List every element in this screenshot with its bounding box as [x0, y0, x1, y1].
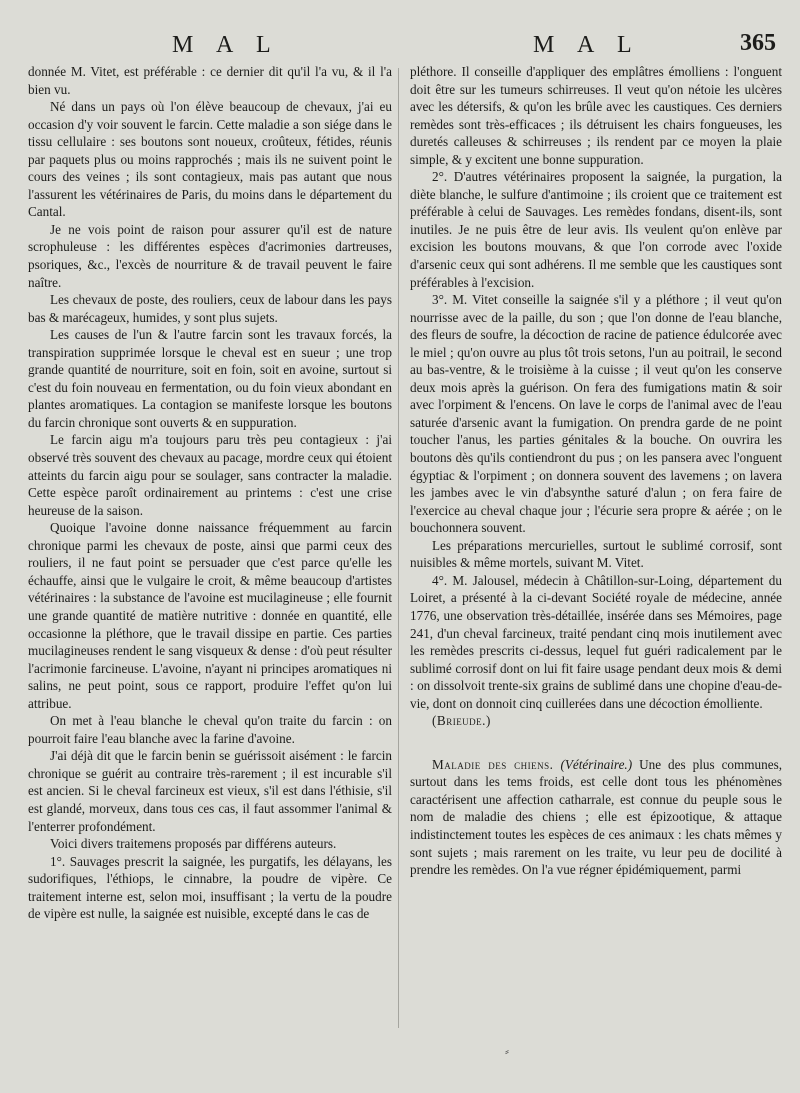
paragraph: Le farcin aigu m'a toujours paru très peu contagieux : j'ai observé très souvent des chevaux au pacage, mordre ceux qui étoient atteints du farcin aigu pour se soulager, sans contracter la maladie. Cette espèce paroît ordinairement au printems : c'est une crise heureuse de la saison.: [28, 432, 392, 518]
paragraph: Né dans un pays où l'on élève beaucoup de chevaux, j'ai eu occasion d'y voir souvent le farcin. Cette maladie a son siége dans le tissu cellulaire : ses boutons sont noueux, croûteux, fétides, réunis par paquets plus ou moins rapprochés ; mais ils ne suivent point le cours des veines ; ils sont contagieux, mais pas autant que nous l'assurent les vétérinaires de Paris, du moins dans le département du Cantal.: [28, 99, 392, 220]
paragraph: 4°. M. Jalousel, médecin à Châtillon-sur-Loing, département du Loiret, a présenté à la ci-devant Société royale de médecine, année 1776, une observation très-détaillée, insérée dans ses Mémoires, page 241, d'un cheval farcineux, traité pendant cinq mois inutilement avec les remèdes prescrits ci-dessus, lequel fut guéri radicalement par le sublimé corrosif dont on lui fit faire usage pendant deux mois & demi : on dissolvoit trente-six grains de sublimé dans une chopine d'eau-de-vie, dont on donnoit cinq cuillerées dans une décoction émolliente.: [410, 572, 782, 711]
left-column: [28, 63, 392, 923]
paragraph: Je ne vois point de raison pour assurer qu'il est de nature scrophuleuse : les différentes espèces d'acrimonies dartreuses, psoriques, &c., l'excès de nourriture & de travail peuvent le faire naître.: [28, 221, 392, 290]
right-column: [410, 63, 782, 879]
column-divider: [398, 68, 399, 1028]
paragraph: Les causes de l'un & l'autre farcin sont les travaux forcés, la transpiration supprimée lorsque le cheval est en sueur ; une trop grande quantité de nourriture, soit en foin, soit en avoine, surtout si c'est du foin nouveau en fermentation, ou du foin vieux abondant en plantes aromatiques. La contagion se manifeste lorsque les boutons du farcin chronique sont ouverts & en suppuration.: [28, 327, 392, 430]
paragraph: pléthore. Il conseille d'appliquer des emplâtres émolliens : l'onguent doit être sur les tumeurs schirreuses. Il veut qu'on nétoie les ulcères avec les détersifs, & qu'on les brûle avec les caustiques. Ces derniers remèdes sont très-efficaces ; ils détruisent les chairs fongueuses, les duretés calleuses & schirreuses ; ils rendent par ce moyen la plaie simple, & y excitent une bonne suppuration.: [410, 64, 782, 167]
paragraph: 3°. M. Vitet conseille la saignée s'il y a pléthore ; il veut qu'on nourrisse avec de la paille, du son ; que l'on donne de l'eau blanche, des fleurs de soufre, la décoction de racine de patience édulcorée avec le miel ; qu'on ouvre au plus tôt trois setons, l'un au poitrail, le second au bas-ventre, & le troisième à la cuisse ; il veut qu'on les conserve deux mois après la guérison. On fera des fumigations matin & soir avec l'orpiment & l'encens. On lave le corps de l'animal avec de l'eau saturée d'arsenic avant la fumigation. On prendra garde de ne point toucher l'anus, les parties génitales & la bouche. On ouvrira les boutons dès qu'ils contiendront du pus ; on les pansera avec l'onguent égyptiac & l'orpiment ; on donnera souvent des lavemens ; on lavera les jambes avec le vin d'absynthe saturé d'alun ; on fera faire de l'exercice au cheval chaque jour ; l'écurie sera propre & aérée ; on le bouchonnera souvent.: [410, 292, 782, 536]
paragraph: Les préparations mercurielles, surtout le sublimé corrosif, sont nuisibles & même mortels, suivant M. Vitet.: [410, 537, 782, 571]
page-mark: ⸗: [505, 1044, 509, 1058]
article-paragraph: [410, 756, 782, 879]
article-heading: Maladie des chiens.: [432, 756, 554, 772]
paragraph: donnée M. Vitet, est préférable : ce dernier dit qu'il l'a vu, & il l'a bien vu.: [28, 64, 392, 97]
article-text: Une des plus communes, surtout dans les tems froids, est celle dont tous les phénomènes caractérisent une affection catharrale, est connue du peuple sous le nom de maladie des chiens ; elle est épizootique, & attaque indistinctement toutes les espèces de ces animaux : les chats mêmes y sont sujets ; mais rarement on les traite, vu leur peu de docilité à prendre les remèdes. On l'a vue régner épidémiquement, parmi: [410, 756, 783, 878]
header-left-title: M A L: [172, 32, 280, 58]
paragraph: On met à l'eau blanche le cheval qu'on traite du farcin : on pourroit faire l'eau blanche avec la farine d'avoine.: [28, 713, 392, 746]
paragraph: Quoique l'avoine donne naissance fréquemment au farcin chronique parmi les chevaux de poste, ainsi que parmi ceux des rouliers, il ne faut point se persuader que c'est parce qu'elle les échauffe, ainsi que le vulgaire le croit, & même beaucoup d'artistes vétérinaires : la substance de l'avoine est mucilagineuse ; elle fournit une grande quantité de matière nutritive : donnée en quantité, elle occasionne la pléthore, que le travail dissipe en partie. Ces parties mucilagineuses rendent le sang visqueux & dense : d'où peut résulter l'acrimonie farcineuse. L'avoine, n'ayant ni principes aromatiques ni salins, ne peut point, sous ce rapport, produire l'effet qu'on lui attribue.: [28, 520, 392, 711]
paragraph: 2°. D'autres vétérinaires proposent la saignée, la purgation, la diète blanche, le sulfure d'antimoine ; ils croient que ce traitement est préférable à celui de Sauvages. Les remèdes fondans, disent-ils, sont inutiles. Je ne puis être de leur avis. Ils veulent qu'on enlève par excision les boutons mouvans, & que l'on corrode avec l'oxide d'arsenic ceux qui sont adhérens. Il me semble que les caustiques sont préférables à l'excision.: [410, 169, 782, 290]
paragraph: Les chevaux de poste, des rouliers, ceux de labour dans les pays bas & marécageux, humides, y sont plus sujets.: [28, 292, 392, 325]
header-right-title: M A L: [533, 32, 641, 58]
page-number: 365: [740, 30, 776, 56]
paragraph: 1°. Sauvages prescrit la saignée, les purgatifs, les délayans, les sudorifiques, l'éthiops, le cinnabre, la poudre de vipère. Ce traitement interne est, selon moi, insuffisant ; la vertu de la poudre de vipère est nulle, la saignée est nuisible, excepté dans le cas de: [28, 853, 392, 922]
paragraph: J'ai déjà dit que le farcin benin se guérissoit aisément : le farcin chronique se guérit au contraire très-rarement ; il est incurable s'il est ancien. Si le cheval farcineux est vieux, s'il est dans l'éthisie, s'il est glandé, morveux, dans tous ces cas, il faut assommer l'animal & l'enterrer profondément.: [28, 748, 392, 834]
right-column-paragraphs: [410, 63, 782, 712]
running-header: [0, 30, 800, 64]
article-category: (Vétérinaire.): [560, 756, 633, 772]
author-signature: (Brieude.): [432, 713, 491, 729]
paragraph: Voici divers traitemens proposés par différens auteurs.: [50, 836, 337, 852]
